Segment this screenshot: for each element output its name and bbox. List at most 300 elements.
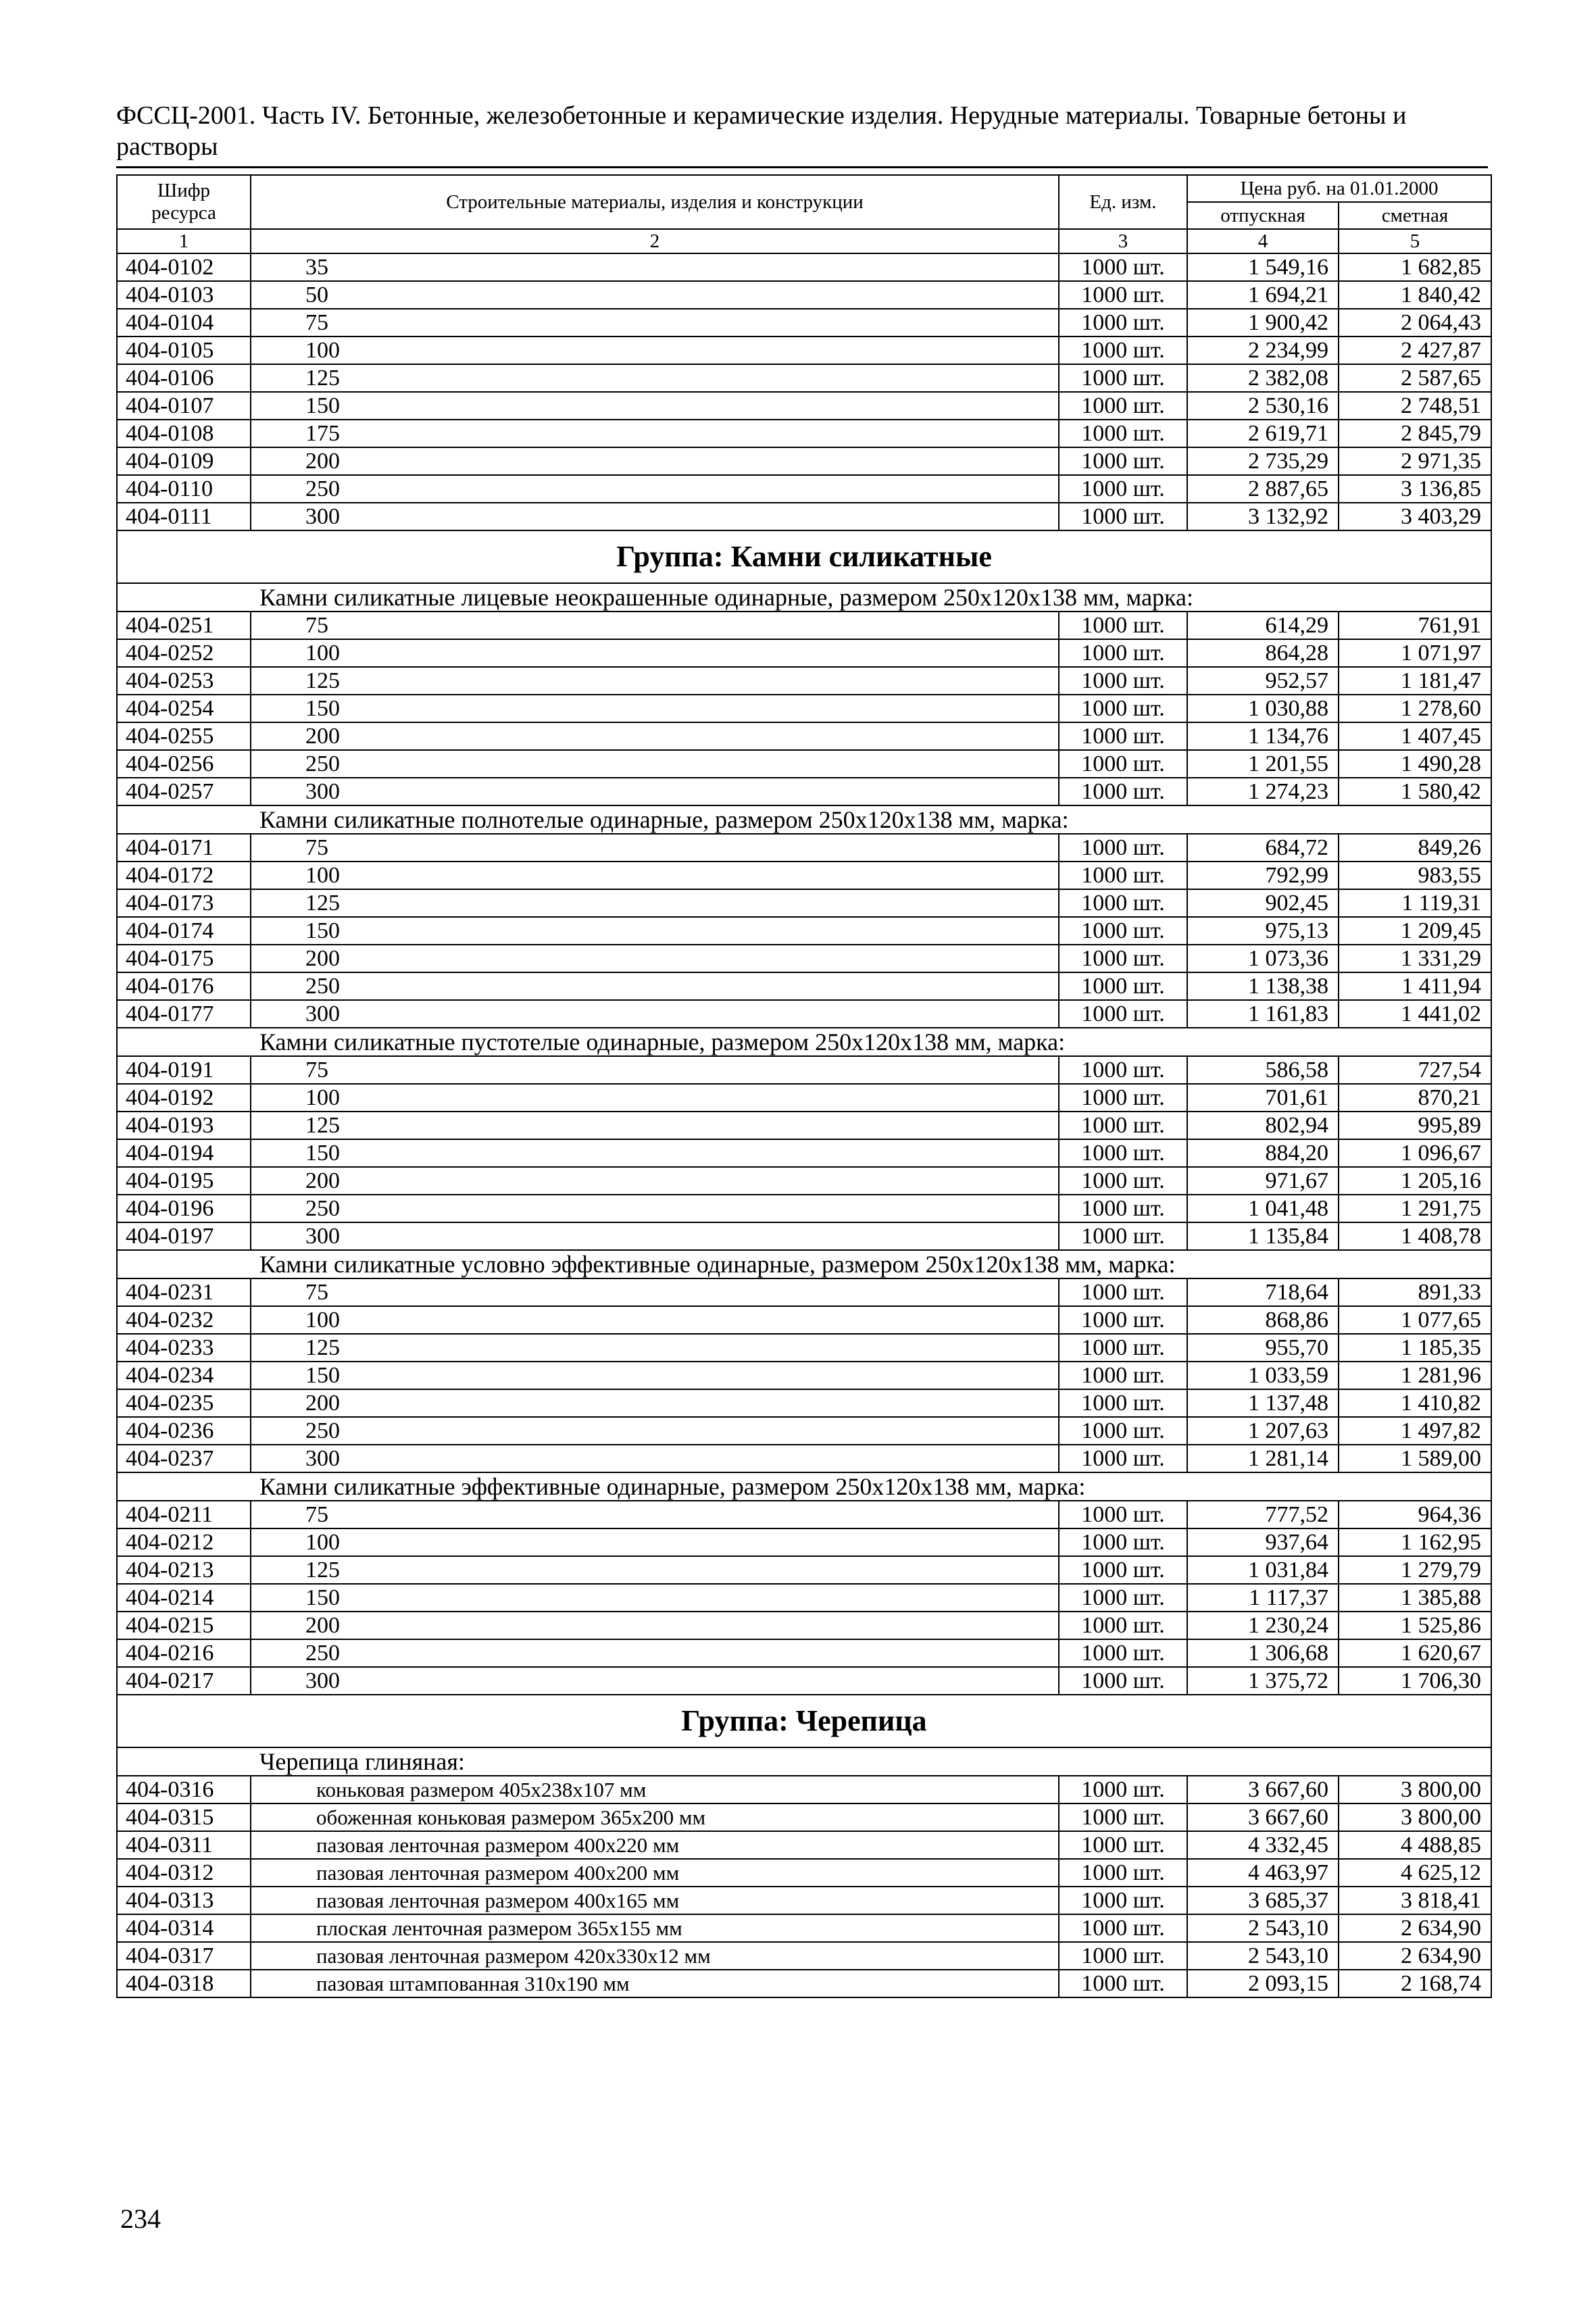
price-estimate: 2 634,90 — [1339, 1942, 1491, 1970]
resource-code: 404-0257 — [117, 778, 251, 805]
resource-code: 404-0311 — [117, 1831, 251, 1859]
subgroup-header — [117, 1250, 1491, 1278]
unit: 1000 шт. — [1059, 1887, 1187, 1914]
price-estimate: 3 136,85 — [1339, 475, 1491, 503]
price-estimate: 1 497,82 — [1339, 1417, 1491, 1445]
material-name: 125 — [251, 364, 1059, 392]
price-sale: 2 530,16 — [1187, 392, 1339, 420]
table-row — [117, 695, 1491, 722]
price-estimate: 1 278,60 — [1339, 695, 1491, 722]
resource-code: 404-0108 — [117, 420, 251, 447]
unit: 1000 шт. — [1059, 1556, 1187, 1584]
resource-code: 404-0196 — [117, 1195, 251, 1222]
material-name: 100 — [251, 1306, 1059, 1334]
table-row — [117, 612, 1491, 639]
price-sale: 2 543,10 — [1187, 1914, 1339, 1942]
price-estimate: 1 620,67 — [1339, 1639, 1491, 1667]
material-name: 125 — [251, 1556, 1059, 1584]
table-row — [117, 1445, 1491, 1472]
price-sale: 3 685,37 — [1187, 1887, 1339, 1914]
material-name: 150 — [251, 392, 1059, 420]
subgroup-title: Камни силикатные эффективные одинарные, размером 250x120x138 мм, марка: — [117, 1472, 1491, 1501]
table-row — [117, 1831, 1491, 1859]
unit: 1000 шт. — [1059, 1528, 1187, 1556]
table-row — [117, 750, 1491, 778]
unit: 1000 шт. — [1059, 945, 1187, 972]
material-name: плоская ленточная размером 365x155 мм — [251, 1914, 1059, 1942]
material-name: 100 — [251, 639, 1059, 667]
table-row — [117, 1056, 1491, 1084]
price-sale: 1 031,84 — [1187, 1556, 1339, 1584]
unit: 1000 шт. — [1059, 1612, 1187, 1639]
price-estimate: 1 840,42 — [1339, 281, 1491, 309]
resource-code: 404-0315 — [117, 1803, 251, 1831]
material-name: 75 — [251, 309, 1059, 337]
material-name: 250 — [251, 475, 1059, 503]
price-sale: 1 033,59 — [1187, 1362, 1339, 1389]
unit: 1000 шт. — [1059, 1942, 1187, 1970]
table-row — [117, 1362, 1491, 1389]
material-name: 300 — [251, 778, 1059, 805]
subgroup-header — [117, 1028, 1491, 1056]
table-row — [117, 889, 1491, 917]
resource-code: 404-0231 — [117, 1278, 251, 1306]
material-name: 125 — [251, 1334, 1059, 1362]
subgroup-title: Камни силикатные условно эффективные одинарные, размером 250x120x138 мм, марка: — [117, 1250, 1491, 1278]
resource-code: 404-0174 — [117, 917, 251, 945]
price-estimate: 1 205,16 — [1339, 1167, 1491, 1195]
unit: 1000 шт. — [1059, 1334, 1187, 1362]
unit: 1000 шт. — [1059, 722, 1187, 750]
price-sale: 614,29 — [1187, 612, 1339, 639]
table-row — [117, 1584, 1491, 1612]
table-row — [117, 420, 1491, 447]
unit: 1000 шт. — [1059, 1056, 1187, 1084]
table-row — [117, 1167, 1491, 1195]
group-header — [117, 530, 1491, 583]
subgroup-title: Черепица глиняная: — [117, 1747, 1491, 1776]
price-sale: 955,70 — [1187, 1334, 1339, 1362]
price-sale: 1 274,23 — [1187, 778, 1339, 805]
price-estimate: 1 441,02 — [1339, 1000, 1491, 1028]
material-name: 35 — [251, 253, 1059, 281]
resource-code: 404-0193 — [117, 1112, 251, 1139]
unit: 1000 шт. — [1059, 420, 1187, 447]
price-estimate: 1 181,47 — [1339, 667, 1491, 695]
price-sale: 1 375,72 — [1187, 1667, 1339, 1695]
table-row — [117, 1389, 1491, 1417]
material-name: пазовая ленточная размером 400x165 мм — [251, 1887, 1059, 1914]
subgroup-title: Камни силикатные лицевые неокрашенные одинарные, размером 250x120x138 мм, марка: — [117, 583, 1491, 612]
material-name: 100 — [251, 1528, 1059, 1556]
table-row — [117, 392, 1491, 420]
price-estimate: 4 488,85 — [1339, 1831, 1491, 1859]
unit: 1000 шт. — [1059, 667, 1187, 695]
col-number-3: 3 — [1059, 229, 1187, 253]
resource-code: 404-0172 — [117, 862, 251, 889]
resource-code: 404-0105 — [117, 337, 251, 364]
table-row — [117, 862, 1491, 889]
material-name: 300 — [251, 1445, 1059, 1472]
price-sale: 2 093,15 — [1187, 1970, 1339, 1997]
resource-code: 404-0256 — [117, 750, 251, 778]
resource-code: 404-0318 — [117, 1970, 251, 1997]
page-number: 234 — [120, 2204, 161, 2234]
resource-code: 404-0312 — [117, 1859, 251, 1887]
resource-code: 404-0110 — [117, 475, 251, 503]
material-name: 300 — [251, 1667, 1059, 1695]
resource-code: 404-0232 — [117, 1306, 251, 1334]
unit: 1000 шт. — [1059, 750, 1187, 778]
col-number-4: 4 — [1187, 229, 1339, 253]
price-estimate: 2 748,51 — [1339, 392, 1491, 420]
subgroup-header — [117, 1472, 1491, 1501]
price-sale: 1 073,36 — [1187, 945, 1339, 972]
price-estimate: 1 408,78 — [1339, 1222, 1491, 1250]
price-sale: 2 619,71 — [1187, 420, 1339, 447]
price-estimate: 2 845,79 — [1339, 420, 1491, 447]
material-name: 150 — [251, 1584, 1059, 1612]
resource-code: 404-0214 — [117, 1584, 251, 1612]
price-sale: 1 138,38 — [1187, 972, 1339, 1000]
price-sale: 1 041,48 — [1187, 1195, 1339, 1222]
price-sale: 1 900,42 — [1187, 309, 1339, 337]
unit: 1000 шт. — [1059, 1389, 1187, 1417]
resource-code: 404-0107 — [117, 392, 251, 420]
price-sale: 802,94 — [1187, 1112, 1339, 1139]
price-sale: 1 137,48 — [1187, 1389, 1339, 1417]
table-row — [117, 778, 1491, 805]
resource-code: 404-0317 — [117, 1942, 251, 1970]
price-sale: 586,58 — [1187, 1056, 1339, 1084]
resource-code: 404-0197 — [117, 1222, 251, 1250]
col-header-code: Шифр ресурса — [117, 175, 251, 229]
material-name: 150 — [251, 1362, 1059, 1389]
price-estimate: 2 064,43 — [1339, 309, 1491, 337]
price-estimate: 761,91 — [1339, 612, 1491, 639]
unit: 1000 шт. — [1059, 1914, 1187, 1942]
price-sale: 1 230,24 — [1187, 1612, 1339, 1639]
table-row — [117, 834, 1491, 862]
resource-code: 404-0253 — [117, 667, 251, 695]
material-name: 125 — [251, 1112, 1059, 1139]
price-estimate: 2 168,74 — [1339, 1970, 1491, 1997]
material-name: 75 — [251, 1278, 1059, 1306]
price-sale: 3 132,92 — [1187, 503, 1339, 530]
price-estimate: 3 800,00 — [1339, 1803, 1491, 1831]
resource-code: 404-0215 — [117, 1612, 251, 1639]
resource-code: 404-0235 — [117, 1389, 251, 1417]
table-row — [117, 667, 1491, 695]
material-name: 50 — [251, 281, 1059, 309]
table-row — [117, 1222, 1491, 1250]
resource-code: 404-0104 — [117, 309, 251, 337]
price-sale: 868,86 — [1187, 1306, 1339, 1334]
group-title: Группа: Черепица — [117, 1695, 1491, 1747]
unit: 1000 шт. — [1059, 612, 1187, 639]
unit: 1000 шт. — [1059, 834, 1187, 862]
table-row — [117, 1417, 1491, 1445]
price-estimate: 964,36 — [1339, 1501, 1491, 1528]
price-estimate: 3 818,41 — [1339, 1887, 1491, 1914]
resource-code: 404-0211 — [117, 1501, 251, 1528]
price-sale: 1 030,88 — [1187, 695, 1339, 722]
price-sale: 2 887,65 — [1187, 475, 1339, 503]
table-row — [117, 253, 1491, 281]
table-row — [117, 1970, 1491, 1997]
table-row — [117, 1667, 1491, 1695]
unit: 1000 шт. — [1059, 1139, 1187, 1167]
resource-code: 404-0216 — [117, 1639, 251, 1667]
material-name: 200 — [251, 945, 1059, 972]
price-estimate: 4 625,12 — [1339, 1859, 1491, 1887]
price-sale: 937,64 — [1187, 1528, 1339, 1556]
group-header — [117, 1695, 1491, 1747]
unit: 1000 шт. — [1059, 1803, 1187, 1831]
price-sale: 1 281,14 — [1187, 1445, 1339, 1472]
unit: 1000 шт. — [1059, 1859, 1187, 1887]
material-name: 250 — [251, 972, 1059, 1000]
unit: 1000 шт. — [1059, 1667, 1187, 1695]
material-name: 250 — [251, 1639, 1059, 1667]
price-sale: 1 207,63 — [1187, 1417, 1339, 1445]
price-estimate: 1 096,67 — [1339, 1139, 1491, 1167]
price-estimate: 1 589,00 — [1339, 1445, 1491, 1472]
table-row — [117, 1859, 1491, 1887]
table-row — [117, 337, 1491, 364]
table-row — [117, 1195, 1491, 1222]
table-row — [117, 945, 1491, 972]
material-name: 150 — [251, 917, 1059, 945]
price-sale: 1 135,84 — [1187, 1222, 1339, 1250]
subgroup-header — [117, 583, 1491, 612]
resource-code: 404-0175 — [117, 945, 251, 972]
price-estimate: 995,89 — [1339, 1112, 1491, 1139]
price-sale: 1 694,21 — [1187, 281, 1339, 309]
price-estimate: 870,21 — [1339, 1084, 1491, 1112]
resource-code: 404-0103 — [117, 281, 251, 309]
price-estimate: 1 071,97 — [1339, 639, 1491, 667]
price-sale: 1 117,37 — [1187, 1584, 1339, 1612]
material-name: 100 — [251, 862, 1059, 889]
price-estimate: 1 407,45 — [1339, 722, 1491, 750]
resource-code: 404-0195 — [117, 1167, 251, 1195]
price-estimate: 2 427,87 — [1339, 337, 1491, 364]
resource-code: 404-0102 — [117, 253, 251, 281]
table-row — [117, 639, 1491, 667]
price-sale: 718,64 — [1187, 1278, 1339, 1306]
price-estimate: 2 587,65 — [1339, 364, 1491, 392]
page-header: ФССЦ-2001. Часть IV. Бетонные, железобетонные и керамические изделия. Нерудные материалы. Товарные бетоны и растворы — [116, 101, 1407, 161]
price-estimate: 1 291,75 — [1339, 1195, 1491, 1222]
table-row — [117, 1306, 1491, 1334]
material-name: 250 — [251, 1417, 1059, 1445]
unit: 1000 шт. — [1059, 1306, 1187, 1334]
unit: 1000 шт. — [1059, 639, 1187, 667]
material-name: 75 — [251, 612, 1059, 639]
unit: 1000 шт. — [1059, 1000, 1187, 1028]
col-header-price: Цена руб. на 01.01.2000 — [1187, 175, 1491, 202]
subgroup-title: Камни силикатные полнотелые одинарные, размером 250x120x138 мм, марка: — [117, 805, 1491, 834]
material-name: 150 — [251, 695, 1059, 722]
price-estimate: 3 403,29 — [1339, 503, 1491, 530]
price-sale: 1 306,68 — [1187, 1639, 1339, 1667]
unit: 1000 шт. — [1059, 309, 1187, 337]
table-row — [117, 1528, 1491, 1556]
unit: 1000 шт. — [1059, 392, 1187, 420]
resource-code: 404-0252 — [117, 639, 251, 667]
material-name: 125 — [251, 889, 1059, 917]
material-name: 100 — [251, 337, 1059, 364]
resource-code: 404-0173 — [117, 889, 251, 917]
unit: 1000 шт. — [1059, 364, 1187, 392]
col-number-1: 1 — [117, 229, 251, 253]
price-sale: 2 234,99 — [1187, 337, 1339, 364]
unit: 1000 шт. — [1059, 1167, 1187, 1195]
material-name: 75 — [251, 1501, 1059, 1528]
unit: 1000 шт. — [1059, 447, 1187, 475]
resource-code: 404-0176 — [117, 972, 251, 1000]
unit: 1000 шт. — [1059, 1970, 1187, 1997]
resource-code: 404-0316 — [117, 1776, 251, 1803]
unit: 1000 шт. — [1059, 1112, 1187, 1139]
col-header-unit: Ед. изм. — [1059, 175, 1187, 229]
unit: 1000 шт. — [1059, 337, 1187, 364]
table-row — [117, 917, 1491, 945]
price-estimate: 2 634,90 — [1339, 1914, 1491, 1942]
material-name: 200 — [251, 1389, 1059, 1417]
unit: 1000 шт. — [1059, 1222, 1187, 1250]
price-estimate: 1 119,31 — [1339, 889, 1491, 917]
group-title: Группа: Камни силикатные — [117, 530, 1491, 583]
col-header-sale: отпускная — [1187, 202, 1339, 229]
price-estimate: 2 971,35 — [1339, 447, 1491, 475]
price-sale: 884,20 — [1187, 1139, 1339, 1167]
resource-code: 404-0313 — [117, 1887, 251, 1914]
unit: 1000 шт. — [1059, 778, 1187, 805]
material-name: 200 — [251, 722, 1059, 750]
price-table — [116, 174, 1492, 1998]
table-row — [117, 1887, 1491, 1914]
unit: 1000 шт. — [1059, 1278, 1187, 1306]
col-number-2: 2 — [251, 229, 1059, 253]
price-estimate: 1 077,65 — [1339, 1306, 1491, 1334]
price-sale: 2 543,10 — [1187, 1942, 1339, 1970]
price-estimate: 1 331,29 — [1339, 945, 1491, 972]
price-estimate: 891,33 — [1339, 1278, 1491, 1306]
unit: 1000 шт. — [1059, 475, 1187, 503]
price-estimate: 1 490,28 — [1339, 750, 1491, 778]
table-row — [117, 1556, 1491, 1584]
material-name: 150 — [251, 1139, 1059, 1167]
material-name: 200 — [251, 1167, 1059, 1195]
resource-code: 404-0314 — [117, 1914, 251, 1942]
unit: 1000 шт. — [1059, 1362, 1187, 1389]
col-header-estimate: сметная — [1339, 202, 1491, 229]
material-name: коньковая размером 405x238x107 мм — [251, 1776, 1059, 1803]
material-name: 300 — [251, 503, 1059, 530]
resource-code: 404-0191 — [117, 1056, 251, 1084]
unit: 1000 шт. — [1059, 917, 1187, 945]
price-estimate: 727,54 — [1339, 1056, 1491, 1084]
unit: 1000 шт. — [1059, 1445, 1187, 1472]
subgroup-header — [117, 805, 1491, 834]
table-row — [117, 1278, 1491, 1306]
table-row — [117, 281, 1491, 309]
resource-code: 404-0236 — [117, 1417, 251, 1445]
table-row — [117, 1639, 1491, 1667]
table-row — [117, 722, 1491, 750]
table-row — [117, 1334, 1491, 1362]
resource-code: 404-0217 — [117, 1667, 251, 1695]
subgroup-title: Камни силикатные пустотелые одинарные, размером 250x120x138 мм, марка: — [117, 1028, 1491, 1056]
table-row — [117, 1942, 1491, 1970]
resource-code: 404-0212 — [117, 1528, 251, 1556]
material-name: 125 — [251, 667, 1059, 695]
table-row — [117, 1000, 1491, 1028]
unit: 1000 шт. — [1059, 862, 1187, 889]
resource-code: 404-0192 — [117, 1084, 251, 1112]
price-sale: 975,13 — [1187, 917, 1339, 945]
material-name: 250 — [251, 1195, 1059, 1222]
price-estimate: 1 580,42 — [1339, 778, 1491, 805]
col-header-name: Строительные материалы, изделия и конструкции — [251, 175, 1059, 229]
price-estimate: 983,55 — [1339, 862, 1491, 889]
material-name: 75 — [251, 834, 1059, 862]
unit: 1000 шт. — [1059, 503, 1187, 530]
table-row — [117, 1139, 1491, 1167]
unit: 1000 шт. — [1059, 1584, 1187, 1612]
resource-code: 404-0213 — [117, 1556, 251, 1584]
resource-code: 404-0234 — [117, 1362, 251, 1389]
unit: 1000 шт. — [1059, 1639, 1187, 1667]
table-row — [117, 1776, 1491, 1803]
price-sale: 2 735,29 — [1187, 447, 1339, 475]
price-sale: 701,61 — [1187, 1084, 1339, 1112]
price-sale: 3 667,60 — [1187, 1776, 1339, 1803]
price-estimate: 1 525,86 — [1339, 1612, 1491, 1639]
resource-code: 404-0251 — [117, 612, 251, 639]
resource-code: 404-0194 — [117, 1139, 251, 1167]
table-row — [117, 1914, 1491, 1942]
unit: 1000 шт. — [1059, 281, 1187, 309]
unit: 1000 шт. — [1059, 1195, 1187, 1222]
material-name: 300 — [251, 1222, 1059, 1250]
table-row — [117, 1612, 1491, 1639]
table-row — [117, 972, 1491, 1000]
col-number-5: 5 — [1339, 229, 1491, 253]
resource-code: 404-0111 — [117, 503, 251, 530]
unit: 1000 шт. — [1059, 695, 1187, 722]
material-name: 200 — [251, 447, 1059, 475]
resource-code: 404-0109 — [117, 447, 251, 475]
table-head — [117, 175, 1491, 253]
table-row — [117, 1084, 1491, 1112]
price-sale: 3 667,60 — [1187, 1803, 1339, 1831]
price-sale: 864,28 — [1187, 639, 1339, 667]
material-name: пазовая штампованная 310x190 мм — [251, 1970, 1059, 1997]
header-rule — [116, 166, 1488, 168]
material-name: 250 — [251, 750, 1059, 778]
table-row — [117, 475, 1491, 503]
price-sale: 971,67 — [1187, 1167, 1339, 1195]
unit: 1000 шт. — [1059, 1831, 1187, 1859]
price-sale: 1 549,16 — [1187, 253, 1339, 281]
price-sale: 684,72 — [1187, 834, 1339, 862]
price-sale: 2 382,08 — [1187, 364, 1339, 392]
table-row — [117, 364, 1491, 392]
price-estimate: 1 411,94 — [1339, 972, 1491, 1000]
